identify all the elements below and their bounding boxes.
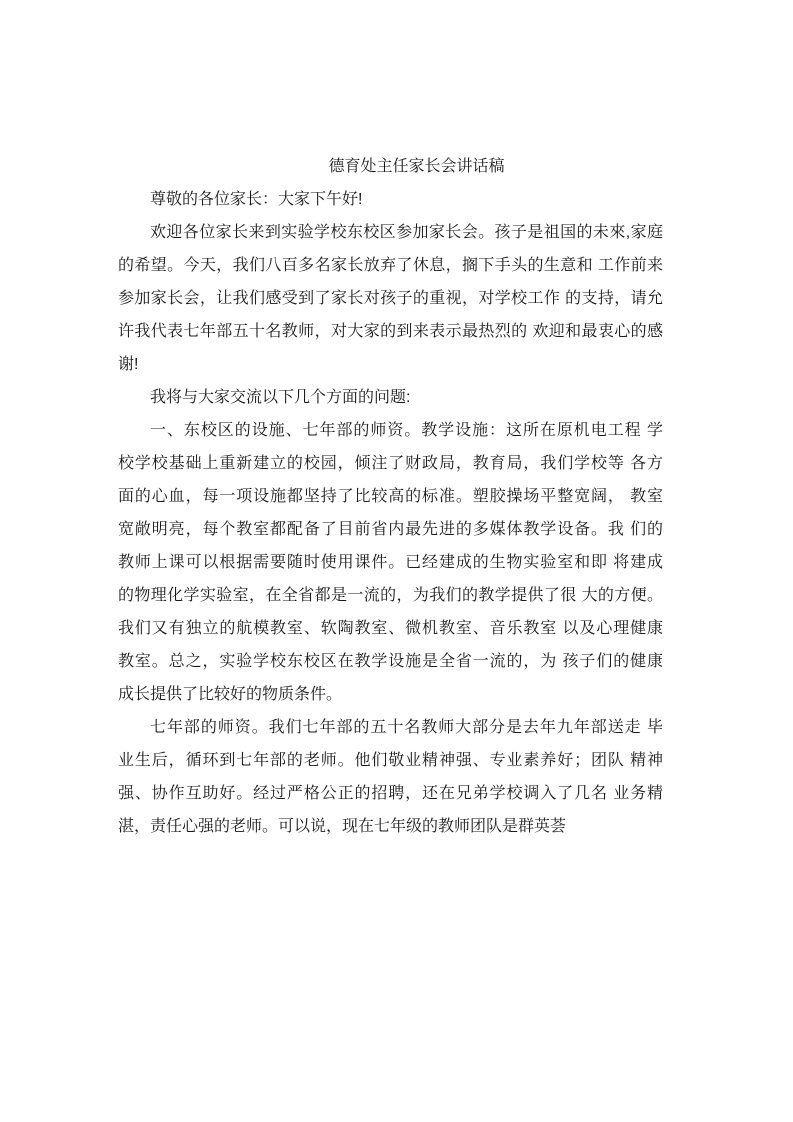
text-line: 强、协作互助好。经过严格公正的招聘，还在兄弟学校调入了几名 业务精 — [118, 785, 663, 802]
text-line: 宽敞明亮，每个教室都配备了目前省内最先进的多媒体教学设备。我 们的 — [118, 521, 663, 538]
text-line: 教室。总之，实验学校东校区在教学设施是全省一流的，为 孩子们的健康 — [118, 653, 663, 670]
document-content — [118, 150, 663, 843]
text-line: 的希望。今天，我们八百多名家长放弃了休息，搁下手头的生意和 工作前来 — [118, 257, 663, 274]
text-line: 校学校基础上重新建立的校园，倾注了财政局，教育局，我们学校等 各方 — [118, 455, 663, 472]
text-line: 业生后，循环到七年部的老师。他们敬业精神强、专业素养好；团队 精神 — [118, 752, 663, 769]
text-line: 湛，责任心强的老师。可以说，现在七年级的教师团队是群英荟 — [118, 818, 567, 835]
text-line: 参加家长会，让我们感受到了家长对孩子的重视，对学校工作 的支持，请允 — [118, 290, 663, 307]
text-line: 面的心血，每一项设施都坚持了比较高的标准。塑胶操场平整宽阔， 教室 — [118, 488, 663, 505]
document-title: 德育处主任家长会讲话稿 — [328, 158, 505, 175]
document-body — [118, 183, 663, 843]
text-line: 尊敬的各位家长：大家下午好! — [150, 191, 363, 208]
text-line: 我将与大家交流以下几个方面的问题: — [150, 389, 411, 406]
text-line: 教师上课可以根据需要随时使用课件。已经建成的生物实验室和即 将建成 — [118, 554, 663, 571]
text-line: 一、东校区的设施、七年部的师资。教学设施：这所在原机电工程 学 — [150, 422, 663, 439]
text-line: 谢! — [118, 356, 139, 373]
text-line: 我们又有独立的航模教室、软陶教室、微机教室、音乐教室 以及心理健康 — [118, 620, 663, 637]
text-line: 成长提供了比较好的物质条件。 — [118, 686, 343, 703]
text-line: 许我代表七年部五十名教师，对大家的到来表示最热烈的 欢迎和最衷心的感 — [118, 323, 663, 340]
text-line: 欢迎各位家长来到实验学校东校区参加家长会。孩子是祖国的未來,家庭 — [150, 224, 663, 241]
text-line: 的物理化学实验室，在全省都是一流的，为我们的教学提供了很 大的方便。 — [118, 587, 663, 604]
text-line: 七年部的师资。我们七年部的五十名教师大部分是去年九年部送走 毕 — [150, 719, 663, 736]
